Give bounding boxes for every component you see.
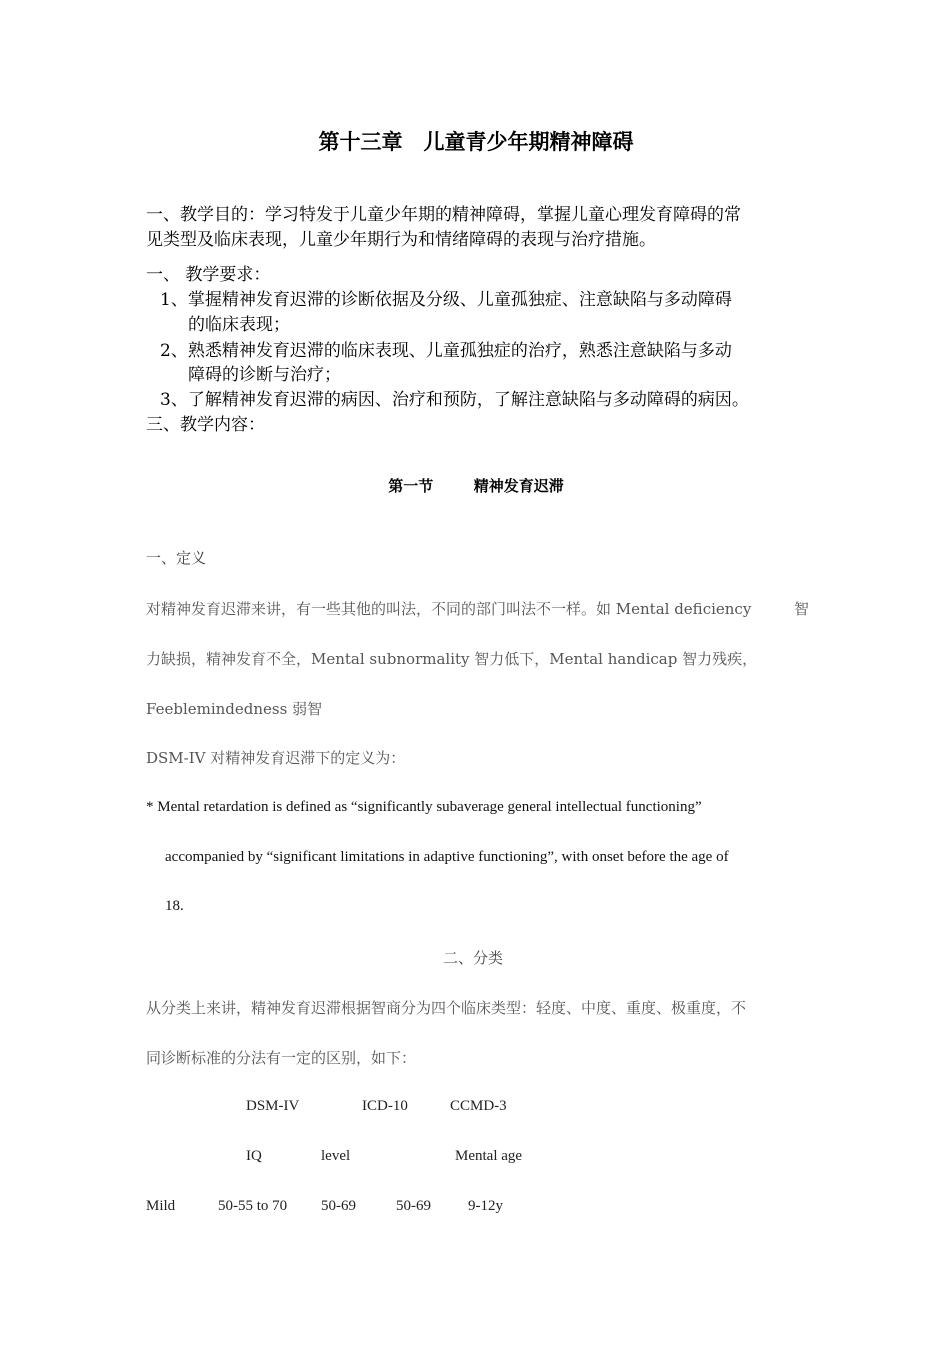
classification-paragraph-line-2: 同诊断标准的分法有一定的区别，如下： [146, 1049, 417, 1067]
chapter-title: 第十三章 儿童青少年期精神障碍 [318, 129, 634, 154]
definition-paragraph-line-1: 对精神发育迟滞来讲，有一些其他的叫法，不同的部门叫法不一样。如 Mental deficiency [146, 600, 752, 618]
requirement-1-line-2: 的临床表现； [188, 315, 290, 335]
definition-paragraph-line-3: Feeblemindedness 弱智 [146, 700, 323, 718]
content-heading: 三、教学内容： [146, 415, 265, 435]
table-header-iq: IQ [246, 1148, 262, 1164]
objective-line-1: 一、教学目的：学习特发于儿童少年期的精神障碍，掌握儿童心理发育障碍的常 [146, 205, 741, 225]
dsm-definition-intro: DSM-IV 对精神发育迟滞下的定义为： [146, 749, 406, 767]
section-heading [0, 475, 952, 496]
classification-paragraph-line-1: 从分类上来讲，精神发育迟滞根据智商分为四个临床类型：轻度、中度、重度、极重度，不 [146, 999, 747, 1017]
quote-line-2: accompanied by “significant limitations in adaptive functioning”, with onset before the age of [165, 849, 729, 865]
table-header-icd: ICD-10 [362, 1098, 408, 1114]
classification-heading: 二、分类 [443, 949, 504, 967]
quote-line-3: 18. [165, 898, 184, 914]
requirement-1-line-1: 1、掌握精神发育迟滞的诊断依据及分级、儿童孤独症、注意缺陷与多动障碍 [160, 290, 732, 310]
table-header-level: level [321, 1148, 351, 1164]
section-number: 第一节 [388, 477, 434, 495]
section-title: 精神发育迟滞 [473, 477, 564, 495]
definition-paragraph-line-1-tail: 智 [794, 600, 810, 618]
table-cell-icd-level: 50-69 [321, 1198, 356, 1214]
table-cell-ccmd-iq: 50-69 [396, 1198, 431, 1214]
objective-line-2: 见类型及临床表现，儿童少年期行为和情绪障碍的表现与治疗措施。 [146, 230, 656, 250]
table-cell-grade: Mild [146, 1198, 176, 1214]
definition-heading: 一、定义 [146, 549, 207, 567]
quote-line-1: * Mental retardation is defined as “significantly subaverage general intellectual functioning” [146, 799, 702, 815]
table-header-mental-age: Mental age [455, 1148, 523, 1164]
requirement-2-line-1: 2、熟悉精神发育迟滞的临床表现、儿童孤独症的治疗，熟悉注意缺陷与多动 [160, 341, 732, 361]
table-cell-mental-age: 9-12y [468, 1198, 503, 1214]
definition-paragraph-line-2: 力缺损，精神发育不全，Mental subnormality 智力低下，Mental handicap 智力残疾， [146, 650, 758, 668]
requirement-2-line-2: 障碍的诊断与治疗； [188, 365, 341, 385]
requirement-3: 3、了解精神发育迟滞的病因、治疗和预防，了解注意缺陷与多动障碍的病因。 [160, 390, 749, 410]
table-header-ccmd: CCMD-3 [450, 1098, 507, 1114]
table-header-dsm: DSM-IV [246, 1098, 300, 1114]
requirements-heading: 一、 教学要求： [146, 265, 271, 285]
table-cell-dsm-iq: 50-55 to 70 [218, 1198, 288, 1214]
